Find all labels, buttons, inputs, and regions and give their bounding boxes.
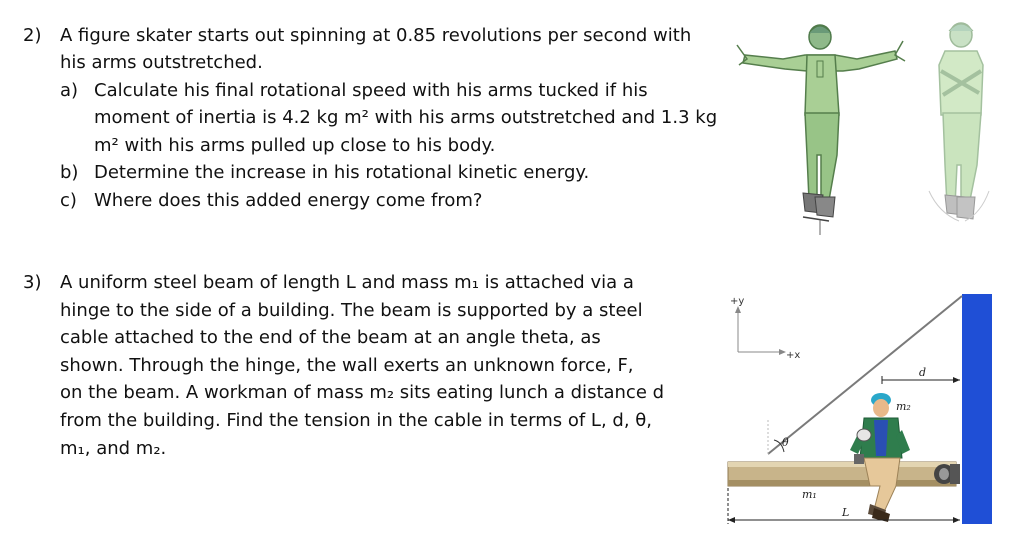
l-label: L xyxy=(842,506,850,519)
axis-y-label: +y xyxy=(730,296,745,307)
part-a-line-3: m² with his arms pulled up close to his body. xyxy=(94,135,496,156)
skater-arms-outstretched xyxy=(737,25,905,235)
skater-figure xyxy=(725,15,1020,240)
m2-label: m₂ xyxy=(896,400,911,413)
problem-3-line-2: hinge to the side of a building. The beam is supported by a steel xyxy=(60,300,643,321)
part-a-line-1: Calculate his final rotational speed with his arms tucked if his xyxy=(94,80,648,101)
d-label: d xyxy=(919,366,927,379)
m1-label: m₁ xyxy=(802,488,817,501)
coordinate-axes xyxy=(730,296,800,361)
problem-3-line-3: cable attached to the end of the beam at an angle theta, as xyxy=(60,327,601,348)
problem-3-line-5: on the beam. A workman of mass m₂ sits eating lunch a distance d xyxy=(60,382,665,403)
problem-2-intro-line-1: A figure skater starts out spinning at 0.85 revolutions per second with xyxy=(60,25,692,46)
theta-label: θ xyxy=(782,436,789,449)
problem-2-intro-line-2: his arms outstretched. xyxy=(60,52,263,73)
problem-3-line-7: m₁, and m₂. xyxy=(60,438,167,459)
length-l-dimension xyxy=(728,488,960,524)
hinge xyxy=(934,464,960,484)
workman xyxy=(850,393,911,522)
axis-x-label: +x xyxy=(786,350,801,361)
part-a-marker: a) xyxy=(60,80,79,101)
problem-3-line-4: shown. Through the hinge, the wall exerts an unknown force, F, xyxy=(60,355,634,376)
part-b-text: Determine the increase in his rotational kinetic energy. xyxy=(94,162,590,183)
part-c-marker: c) xyxy=(60,190,77,211)
beam-cable-figure xyxy=(724,290,1024,530)
problem-2-number: 2) xyxy=(23,25,42,46)
problem-3-line-6: from the building. Find the tension in the cable in terms of L, d, θ, xyxy=(60,410,653,431)
problem-3-line-1: A uniform steel beam of length L and mass m₁ is attached via a xyxy=(60,272,634,293)
problem-3-number: 3) xyxy=(23,272,42,293)
skater-arms-tucked xyxy=(929,23,989,221)
building-wall xyxy=(962,294,992,524)
part-a-line-2: moment of inertia is 4.2 kg m² with his arms outstretched and 1.3 kg xyxy=(94,107,718,128)
distance-d-dimension xyxy=(882,366,960,384)
part-c-text: Where does this added energy come from? xyxy=(94,190,483,211)
part-b-marker: b) xyxy=(60,162,79,183)
